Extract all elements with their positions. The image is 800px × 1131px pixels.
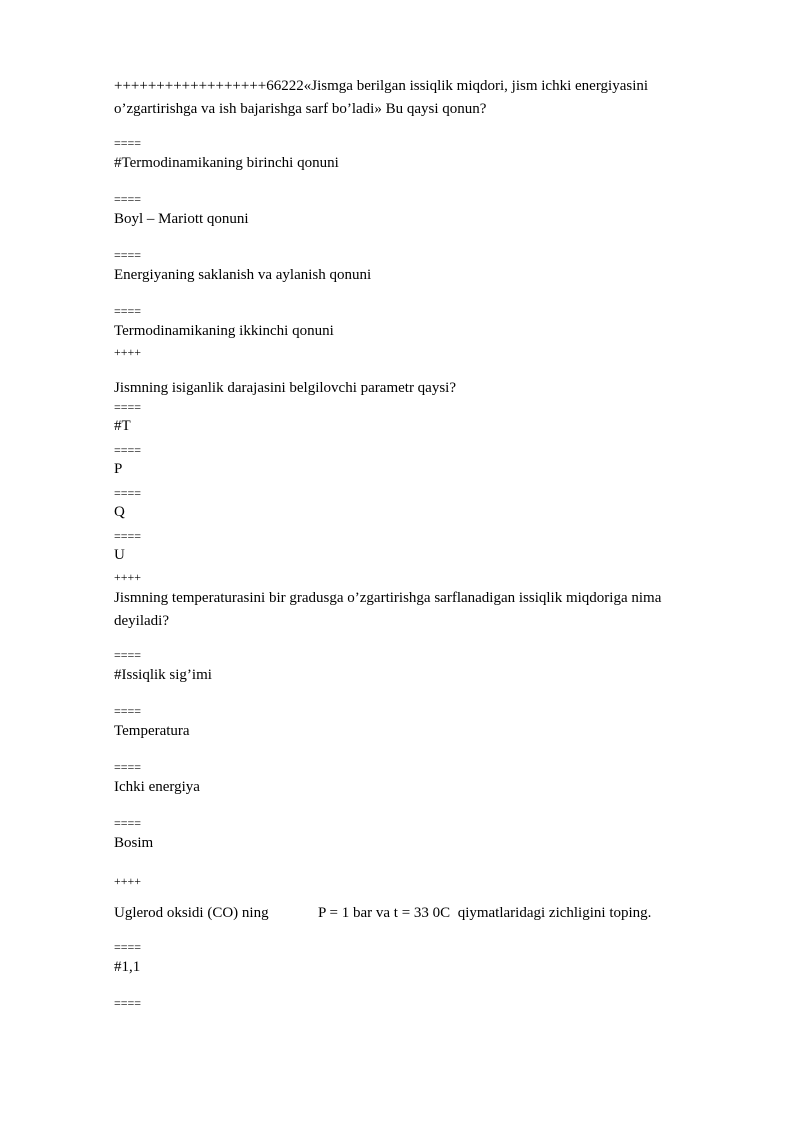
question-end-marker: ++++ [114, 345, 142, 359]
answer-option: Bosim [114, 835, 154, 851]
question-1-line-2: o’zgartirishga va ish bajarishga sarf bo’ladi» Bu qaysi qonun? [114, 101, 487, 117]
answer-option: Q [114, 504, 125, 520]
question-1-line-1: ++++++++++++++++++66222«Jismga berilgan issiqlik miqdori, jism ichki energiyasini [114, 78, 649, 94]
separator: ==== [114, 648, 142, 662]
separator: ==== [114, 486, 142, 500]
question-3-line-2: deyiladi? [114, 613, 169, 629]
answer-option: U [114, 547, 125, 563]
separator: ==== [114, 760, 142, 774]
answer-option: Boyl – Mariott qonuni [114, 211, 249, 227]
question-end-marker: ++++ [114, 570, 142, 584]
separator: ==== [114, 529, 142, 543]
separator: ==== [114, 816, 142, 830]
answer-option: P [114, 461, 123, 477]
question-2: Jismning isiganlik darajasini belgilovchi parametr qaysi? [114, 380, 457, 396]
separator: ==== [114, 940, 142, 954]
separator: ==== [114, 704, 142, 718]
question-4-part-2: P = 1 bar va t = 33 0C qiymatlaridagi zichligini toping. [318, 905, 652, 921]
question-end-marker: ++++ [114, 874, 142, 888]
answer-option: #Termodinamikaning birinchi qonuni [114, 155, 339, 171]
separator: ==== [114, 248, 142, 262]
answer-option: Temperatura [114, 723, 190, 739]
answer-option: Energiyaning saklanish va aylanish qonuni [114, 267, 372, 283]
answer-option: #T [114, 418, 131, 434]
answer-option: #1,1 [114, 959, 141, 975]
separator: ==== [114, 443, 142, 457]
separator: ==== [114, 192, 142, 206]
separator: ==== [114, 996, 142, 1010]
answer-option: Termodinamikaning ikkinchi qonuni [114, 323, 334, 339]
answer-option: #Issiqlik sig’imi [114, 667, 212, 683]
answer-option: Ichki energiya [114, 779, 200, 795]
question-4-part-1: Uglerod oksidi (CO) ning [114, 905, 269, 921]
separator: ==== [114, 400, 142, 414]
question-3-line-1: Jismning temperaturasini bir gradusga o’zgartirishga sarflanadigan issiqlik miqdoriga nima [114, 590, 662, 606]
separator: ==== [114, 136, 142, 150]
separator: ==== [114, 304, 142, 318]
